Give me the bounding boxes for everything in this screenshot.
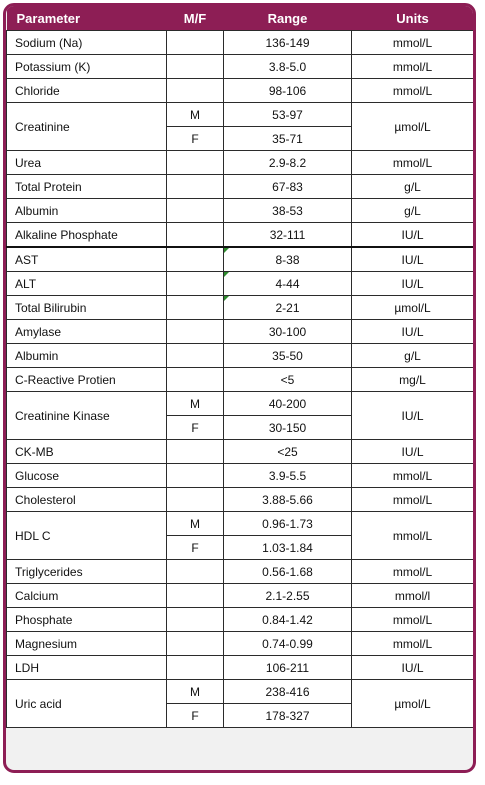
table-row bbox=[7, 488, 474, 512]
parameter-cell: Alkaline Phosphate bbox=[7, 223, 167, 248]
table-body bbox=[7, 31, 474, 728]
table-row bbox=[7, 560, 474, 584]
units-cell: µmol/L bbox=[352, 296, 474, 320]
sex-cell bbox=[167, 368, 224, 392]
sex-cell: F bbox=[167, 704, 224, 728]
sex-cell bbox=[167, 488, 224, 512]
parameter-cell: Urea bbox=[7, 151, 167, 175]
units-cell: mmol/L bbox=[352, 512, 474, 560]
table-row bbox=[7, 272, 474, 296]
sex-cell bbox=[167, 656, 224, 680]
units-cell: mmol/L bbox=[352, 31, 474, 55]
sex-cell: F bbox=[167, 536, 224, 560]
range-cell: 4-44 bbox=[224, 272, 352, 296]
table-row bbox=[7, 656, 474, 680]
range-cell: 106-211 bbox=[224, 656, 352, 680]
sex-cell bbox=[167, 632, 224, 656]
parameter-cell: Creatinine Kinase bbox=[7, 392, 167, 440]
range-cell: 35-71 bbox=[224, 127, 352, 151]
parameter-cell: Glucose bbox=[7, 464, 167, 488]
table-row bbox=[7, 368, 474, 392]
range-cell: 38-53 bbox=[224, 199, 352, 223]
table-row bbox=[7, 31, 474, 55]
range-cell: <25 bbox=[224, 440, 352, 464]
range-cell: 3.8-5.0 bbox=[224, 55, 352, 79]
parameter-cell: Creatinine bbox=[7, 103, 167, 151]
range-cell: 32-111 bbox=[224, 223, 352, 248]
range-cell: 35-50 bbox=[224, 344, 352, 368]
range-cell: 178-327 bbox=[224, 704, 352, 728]
units-cell: mmol/L bbox=[352, 79, 474, 103]
sex-cell bbox=[167, 296, 224, 320]
sex-cell bbox=[167, 344, 224, 368]
table-row bbox=[7, 199, 474, 223]
sex-cell bbox=[167, 560, 224, 584]
table-row bbox=[7, 584, 474, 608]
header-parameter: Parameter bbox=[7, 6, 167, 31]
units-cell: µmol/L bbox=[352, 103, 474, 151]
range-cell: 40-200 bbox=[224, 392, 352, 416]
units-cell: IU/L bbox=[352, 440, 474, 464]
header-units: Units bbox=[352, 6, 474, 31]
parameter-cell: Uric acid bbox=[7, 680, 167, 728]
units-cell: mmol/L bbox=[352, 560, 474, 584]
units-cell: g/L bbox=[352, 199, 474, 223]
range-cell: 3.88-5.66 bbox=[224, 488, 352, 512]
units-cell: mmol/L bbox=[352, 55, 474, 79]
sex-cell: M bbox=[167, 512, 224, 536]
range-cell: 1.03-1.84 bbox=[224, 536, 352, 560]
units-cell: mmol/L bbox=[352, 632, 474, 656]
parameter-cell: Potassium (K) bbox=[7, 55, 167, 79]
table-header-row bbox=[7, 6, 474, 31]
sex-cell bbox=[167, 175, 224, 199]
sex-cell bbox=[167, 151, 224, 175]
parameter-cell: Albumin bbox=[7, 344, 167, 368]
units-cell: mg/L bbox=[352, 368, 474, 392]
range-cell: 0.74-0.99 bbox=[224, 632, 352, 656]
table-row bbox=[7, 296, 474, 320]
parameter-cell: Cholesterol bbox=[7, 488, 167, 512]
parameter-cell: CK-MB bbox=[7, 440, 167, 464]
header-mf: M/F bbox=[167, 6, 224, 31]
table-row bbox=[7, 632, 474, 656]
sex-cell: F bbox=[167, 127, 224, 151]
table-row bbox=[7, 344, 474, 368]
table-row bbox=[7, 175, 474, 199]
range-cell: 2.9-8.2 bbox=[224, 151, 352, 175]
parameter-cell: Magnesium bbox=[7, 632, 167, 656]
sex-cell bbox=[167, 199, 224, 223]
range-cell: 3.9-5.5 bbox=[224, 464, 352, 488]
range-cell: 53-97 bbox=[224, 103, 352, 127]
sex-cell bbox=[167, 464, 224, 488]
sex-cell bbox=[167, 247, 224, 272]
sex-cell: F bbox=[167, 416, 224, 440]
range-cell: 2.1-2.55 bbox=[224, 584, 352, 608]
sex-cell: M bbox=[167, 680, 224, 704]
parameter-cell: C-Reactive Protien bbox=[7, 368, 167, 392]
table-row bbox=[7, 680, 474, 704]
units-cell: mmol/L bbox=[352, 151, 474, 175]
table-row bbox=[7, 512, 474, 536]
range-cell: 98-106 bbox=[224, 79, 352, 103]
sex-cell bbox=[167, 608, 224, 632]
units-cell: mmol/L bbox=[352, 488, 474, 512]
units-cell: g/L bbox=[352, 344, 474, 368]
units-cell: IU/L bbox=[352, 656, 474, 680]
table-row bbox=[7, 464, 474, 488]
table-row bbox=[7, 392, 474, 416]
parameter-cell: Amylase bbox=[7, 320, 167, 344]
range-cell: 0.84-1.42 bbox=[224, 608, 352, 632]
range-cell: 136-149 bbox=[224, 31, 352, 55]
units-cell: IU/L bbox=[352, 247, 474, 272]
sex-cell bbox=[167, 79, 224, 103]
table-row bbox=[7, 223, 474, 248]
range-cell: 30-150 bbox=[224, 416, 352, 440]
units-cell: mmol/L bbox=[352, 608, 474, 632]
range-cell: 8-38 bbox=[224, 247, 352, 272]
parameter-cell: AST bbox=[7, 247, 167, 272]
table-row bbox=[7, 79, 474, 103]
sex-cell: M bbox=[167, 392, 224, 416]
header-range: Range bbox=[224, 6, 352, 31]
units-cell: mmol/L bbox=[352, 464, 474, 488]
table-row bbox=[7, 608, 474, 632]
units-cell: µmol/L bbox=[352, 680, 474, 728]
parameter-cell: Triglycerides bbox=[7, 560, 167, 584]
table-row bbox=[7, 440, 474, 464]
units-cell: IU/L bbox=[352, 320, 474, 344]
table-row bbox=[7, 151, 474, 175]
units-cell: IU/L bbox=[352, 272, 474, 296]
units-cell: g/L bbox=[352, 175, 474, 199]
sex-cell: M bbox=[167, 103, 224, 127]
parameter-cell: Chloride bbox=[7, 79, 167, 103]
range-cell: 30-100 bbox=[224, 320, 352, 344]
range-cell: <5 bbox=[224, 368, 352, 392]
reference-ranges-card bbox=[3, 3, 476, 773]
parameter-cell: Calcium bbox=[7, 584, 167, 608]
parameter-cell: Phosphate bbox=[7, 608, 167, 632]
parameter-cell: LDH bbox=[7, 656, 167, 680]
sex-cell bbox=[167, 584, 224, 608]
parameter-cell: HDL C bbox=[7, 512, 167, 560]
range-cell: 238-416 bbox=[224, 680, 352, 704]
reference-ranges-table bbox=[6, 6, 474, 728]
range-cell: 0.96-1.73 bbox=[224, 512, 352, 536]
units-cell: IU/L bbox=[352, 392, 474, 440]
table-row bbox=[7, 55, 474, 79]
range-cell: 0.56-1.68 bbox=[224, 560, 352, 584]
sex-cell bbox=[167, 440, 224, 464]
range-cell: 67-83 bbox=[224, 175, 352, 199]
parameter-cell: Total Protein bbox=[7, 175, 167, 199]
sex-cell bbox=[167, 223, 224, 248]
sex-cell bbox=[167, 272, 224, 296]
parameter-cell: Albumin bbox=[7, 199, 167, 223]
sex-cell bbox=[167, 31, 224, 55]
range-cell: 2-21 bbox=[224, 296, 352, 320]
table-row bbox=[7, 103, 474, 127]
parameter-cell: ALT bbox=[7, 272, 167, 296]
units-cell: IU/L bbox=[352, 223, 474, 248]
parameter-cell: Total Bilirubin bbox=[7, 296, 167, 320]
parameter-cell: Sodium (Na) bbox=[7, 31, 167, 55]
units-cell: mmol/l bbox=[352, 584, 474, 608]
table-row bbox=[7, 320, 474, 344]
sex-cell bbox=[167, 320, 224, 344]
table-row bbox=[7, 247, 474, 272]
sex-cell bbox=[167, 55, 224, 79]
